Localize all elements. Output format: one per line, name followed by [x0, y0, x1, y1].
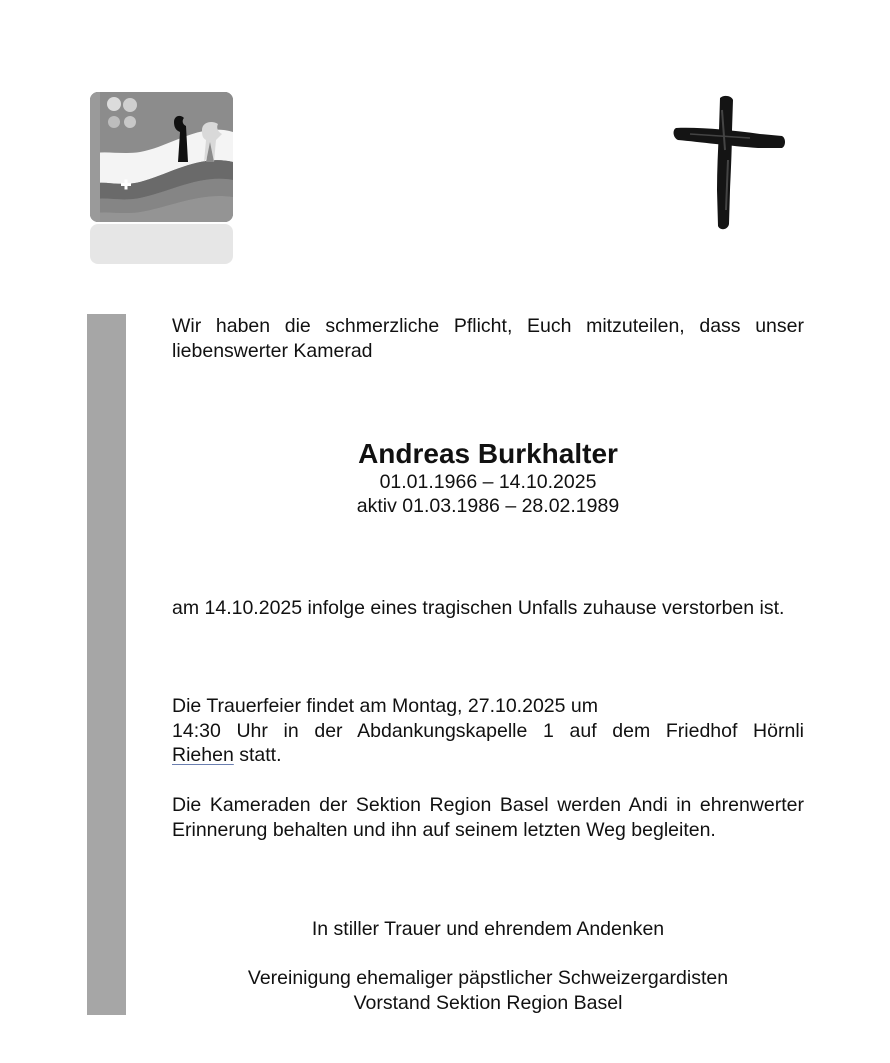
- person-block: [172, 438, 804, 518]
- ceremony-line-1: Die Trauerfeier findet am Montag, 27.10.2025 um: [172, 695, 598, 717]
- closing-line: In stiller Trauer und ehrendem Andenken: [311, 918, 665, 940]
- intro-paragraph: Wir haben die schmerzliche Pflicht, Euch mitzuteilen, dass unser liebenswerter Kamerad: [172, 315, 804, 362]
- association-logo: [90, 92, 233, 222]
- signature-block: [172, 966, 804, 1015]
- ceremony-paragraph: [172, 694, 804, 768]
- signature-association: Vereinigung ehemaliger päpstlicher Schweizergardisten: [247, 967, 729, 989]
- riehen-link[interactable]: Riehen: [172, 744, 234, 766]
- ceremony-line-3: [172, 743, 804, 768]
- ceremony-statt: statt.: [233, 744, 282, 766]
- life-dates: 01.01.1966 – 14.10.2025: [379, 471, 597, 493]
- active-dates: aktiv 01.03.1986 – 28.02.1989: [356, 495, 620, 517]
- person-name: Andreas Burkhalter: [358, 438, 618, 469]
- ceremony-line-2: 14:30 Uhr in der Abdankungskapelle 1 auf dem Friedhof Hörnli: [172, 719, 804, 742]
- farewell-paragraph: Die Kameraden der Sektion Region Basel werden Andi in ehrenwerter Erinnerung behalten und ihn auf seinem letzten Weg begleiten.: [172, 794, 804, 841]
- brush-cross-icon: [670, 90, 792, 234]
- signature-board: Vorstand Sektion Region Basel: [353, 991, 623, 1014]
- sidebar-decoration-bar: [87, 314, 126, 1015]
- logo-reflection: [90, 224, 233, 264]
- death-notice-paragraph: am 14.10.2025 infolge eines tragischen Unfalls zuhause verstorben ist.: [172, 597, 785, 619]
